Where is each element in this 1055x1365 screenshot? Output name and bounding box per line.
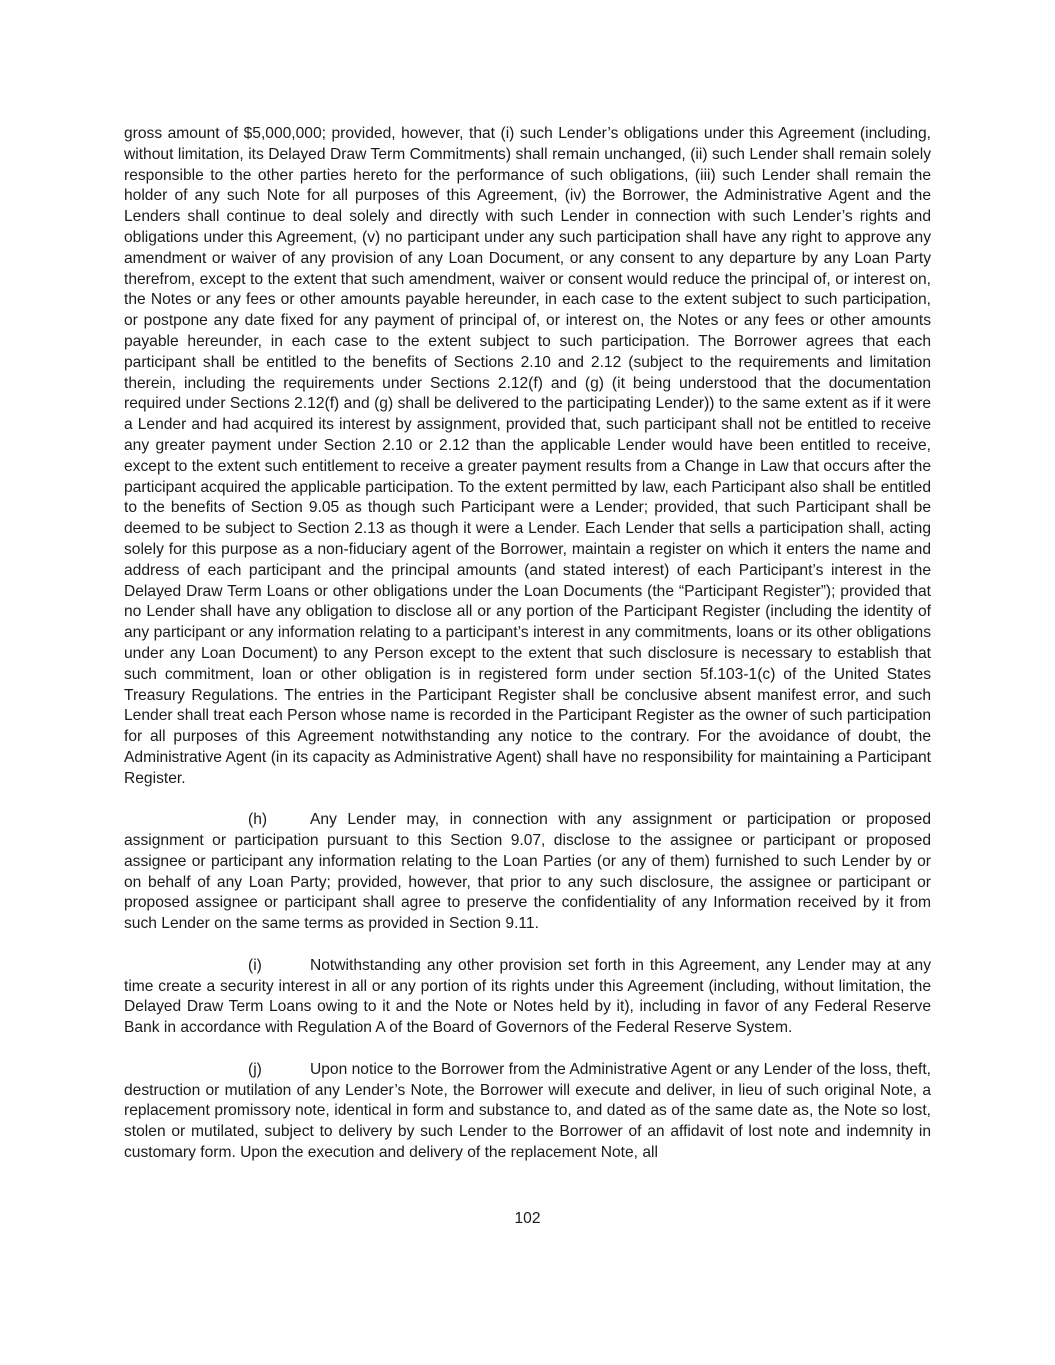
paragraph-label: (i) xyxy=(248,956,262,974)
paragraph-text: Upon notice to the Borrower from the Administrative Agent or any Lender of the loss, theft, destruction or mutilation of any Lender’s Note, the Borrower will execute and deliver, in lieu of such original Note, a replacement promissory note, identical in form and substance to, and dated as of the same date as, the Note so lost, stolen or mutilated, subject to delivery by such Lender to the Borrower of an affidavit of lost note and indemnity in customary form. Upon the execution and delivery of the replacement Note, all xyxy=(124,1060,931,1162)
paragraph-text: gross amount of $5,000,000; provided, however, that (i) such Lender’s obligations under this Agreement (including, without limitation, its Delayed Draw Term Commitments) shall remain unchanged, (ii) such Lender shall remain solely responsible to the other parties hereto for the performance of such obligations, (iii) such Lender shall remain the holder of any such Note for all purposes of this Agreement, (iv) the Borrower, the Administrative Agent and the Lenders shall continue to deal solely and directly with such Lender in connection with such Lender’s rights and obligations under this Agreement, (v) no participant under any such participation shall have any right to approve any amendment or waiver of any provision of any Loan Document, or any consent to any departure by any Loan Party therefrom, except to the extent that such amendment, waiver or consent would reduce the principal of, or interest on, the Notes or any fees or other amounts payable hereunder, in each case to the extent subject to such participation, or postpone any date fixed for any payment of principal of, or interest on, the Notes or any fees or other amounts payable hereunder, in each case to the extent subject to such participation. The Borrower agrees that each participant shall be entitled to the benefits of Sections 2.10 and 2.12 (subject to the requirements and limitation therein, including the requirements under Sections 2.12(f) and (g) (it being understood that the documentation required under Sections 2.12(f) and (g) shall be delivered to the participating Lender)) to the same extent as if it were a Lender and had acquired its interest by assignment, provided that, such participant shall not be entitled to receive any greater payment under Section 2.10 or 2.12 than the applicable Lender would have been entitled to receive, except to the extent such entitlement to receive a greater payment results from a Change in Law that occurs after the participant acquired the applicable participation. To the extent permitted by law, each Participant also shall be entitled to the benefits of Section 9.05 as though such Participant were a Lender; provided, that such Participant shall be deemed to be subject to Section 2.13 as though it were a Lender. Each Lender that sells a participation shall, acting solely for this purpose as a non-fiduciary agent of the Borrower, maintain a register on which it enters the name and address of each participant and the principal amounts (and stated interest) of each Participant’s interest in the Delayed Draw Term Loans or other obligations under the Loan Documents (the “Participant Register”); provided that no Lender shall have any obligation to disclose all or any portion of the Participant Register (including the identity of any participant or any information relating to a participant’s interest in any commitments, loans or its other obligations under any Loan Document) to any Person except to the extent that such disclosure is necessary to establish that such commitment, loan or other obligation is in registered form under section 5f.103-1(c) of the United States Treasury Regulations. The entries in the Participant Register shall be conclusive absent manifest error, and such Lender shall treat each Person whose name is recorded in the Participant Register as the owner of such participation for all purposes of this Agreement notwithstanding any notice to the contrary. For the avoidance of doubt, the Administrative Agent (in its capacity as Administrative Agent) shall have no responsibility for maintaining a Participant Register. xyxy=(124,125,931,787)
paragraph-text: Any Lender may, in connection with any assignment or participation or proposed assignment or participation pursuant to this Section 9.07, disclose to the assignee or participant or proposed assignee or participant any information relating to the Loan Parties (or any of them) furnished to such Lender by or on behalf of any Loan Party; provided, however, that prior to any such disclosure, the assignee or participant or proposed assignee or participant shall agree to preserve the confidentiality of any Information received by it from such Lender on the same terms as provided in Section 9.11. xyxy=(124,811,931,933)
paragraph-j xyxy=(124,1060,931,1164)
paragraph-i xyxy=(124,956,931,1039)
document-page xyxy=(124,124,931,1164)
paragraph-label: (j) xyxy=(248,1060,262,1078)
page-number: 102 xyxy=(514,1210,541,1227)
paragraph-h xyxy=(124,810,931,935)
paragraph-participation-continued xyxy=(124,124,931,790)
paragraph-label: (h) xyxy=(248,811,268,829)
paragraph-text: Notwithstanding any other provision set forth in this Agreement, any Lender may at any time create a security interest in all or any portion of its rights under this Agreement (including, without limitation, the Delayed Draw Term Loans owing to it and the Note or Notes held by it), including in favor of any Federal Reserve Bank in accordance with Regulation A of the Board of Governors of the Federal Reserve System. xyxy=(124,956,931,1037)
